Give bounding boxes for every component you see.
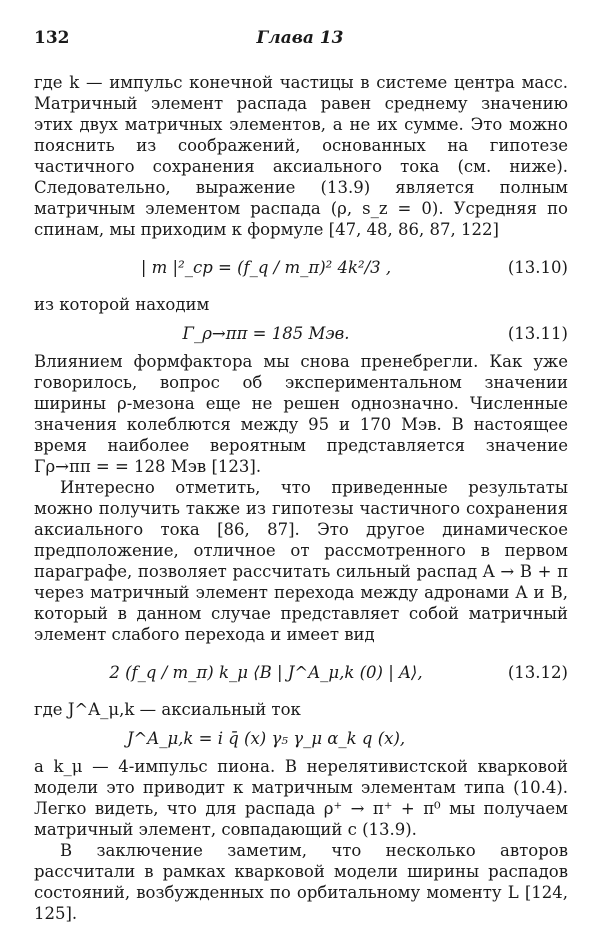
equation-formula: Γ_ρ→ππ = 185 Мэв. — [182, 323, 350, 343]
equation-13-10 — [34, 244, 568, 290]
equation-number: (13.12) — [507, 662, 568, 682]
page-number: 132 — [34, 28, 70, 48]
equation-formula: J^A_μ,k = i q̄ (x) γ₅ γ_μ α_k q (x), — [126, 728, 406, 748]
paragraph-2: из которой находим — [34, 295, 210, 314]
paragraph-6: а k_μ — 4-импульс пиона. В нерелятивистской кварковой модели это приводит к матричным элементам типа (10.4). Легко видеть, что для распада ρ⁺ → π⁺ + π⁰ мы получаем матричный элемент, совпадающий с (13.9). — [34, 757, 568, 839]
equation-formula: 2 (f_q / m_π) k_μ ⟨B | J^A_μ,k (0) | A⟩, — [109, 662, 423, 682]
paragraph-5: где J^A_μ,k — аксиальный ток — [34, 700, 301, 719]
equation-number: (13.11) — [507, 323, 568, 343]
paragraph-1: где k — импульс конечной частицы в системе центра масс. Матричный элемент распада равен среднему значению этих двух матричных элементов, а не их сумме. Это можно пояснить из соображений, основанных на гипотезе частичного сохранения аксиального тока (см. ниже). Следовательно, выражение (13.9) является полным матричным элементом распада (ρ, s_z = 0). Усредняя по спинам, мы приходим к формуле [47, 48, 86, 87, 122] — [34, 73, 568, 239]
equation-formula: | m |²_ср = (f_q / m_π)² 4k²/3 , — [140, 257, 392, 277]
paragraph-4: Интересно отметить, что приведенные результаты можно получить также из гипотезы частичного сохранения аксиального тока [86, 87]. Это другое динамическое предположение, отличное от рассмотренного в первом параграфе, позволяет рассчитать сильный распад A → B + π через матричный элемент перехода между адронами A и B, который в данном случае представляет собой матричный элемент слабого перехода и имеет вид — [34, 478, 568, 644]
equation-number: (13.10) — [507, 257, 568, 277]
equation-axial-current — [34, 724, 568, 752]
running-header — [34, 28, 566, 54]
paragraph-3: Влиянием формфактора мы снова пренебрегли. Как уже говорилось, вопрос об экспериментальном значении ширины ρ-мезона еще не решен однозначно. Численные значения колеблются между 95 и 170 Мэв. В настоящее время наиболее вероятным представляется значение Γρ→ππ = = 128 Мэв [123]. — [34, 352, 568, 476]
equation-13-11 — [34, 319, 568, 347]
paragraph-7: В заключение заметим, что несколько авторов рассчитали в рамках кварковой модели ширины распадов состояний, возбужденных по орбитальному моменту L [124, 125]. — [34, 841, 568, 923]
equation-13-12 — [34, 649, 568, 695]
chapter-title: Глава 13 — [256, 28, 344, 48]
text-body — [34, 72, 568, 924]
